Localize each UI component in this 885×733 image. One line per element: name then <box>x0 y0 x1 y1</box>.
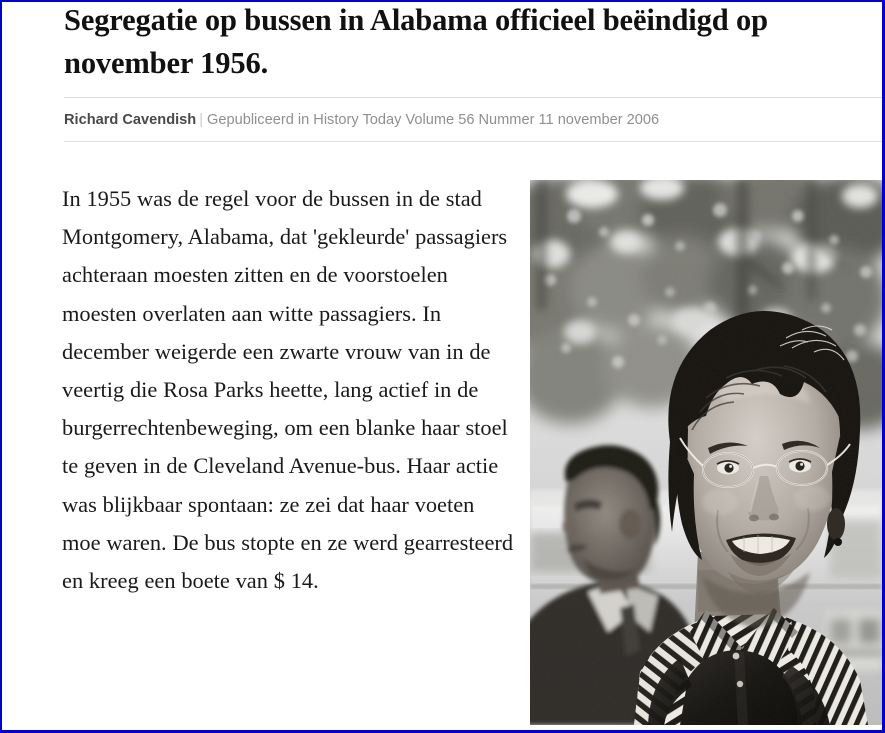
article-page <box>2 0 882 733</box>
author-name[interactable]: Richard Cavendish <box>64 112 197 128</box>
title-line-2: november 1956. <box>64 46 269 80</box>
article-header <box>2 0 882 142</box>
page-title <box>64 0 882 85</box>
title-line-1: Segregatie op bussen in Alabama officieel beëindigd op <box>64 3 768 37</box>
publication-info: Gepubliceerd in History Today Volume 56 Nummer 11 november 2006 <box>207 112 660 128</box>
article-photo <box>530 180 882 725</box>
byline-container <box>64 97 882 142</box>
rosa-parks-photograph <box>530 180 882 725</box>
body-paragraph: In 1955 was de regel voor de bussen in de stad Montgomery, Alabama, dat 'gekleurde' passagiers achteraan moesten zitten en de voorstoelen moesten overlaten aan witte passagiers. In december weigerde een zwarte vrouw van in de veertig die Rosa Parks heette, lang actief in de burgerrechtenbeweging, om een blanke haar stoel te geven in de Cleveland Avenue-bus. Haar actie was blijkbaar spontaan: ze zei dat haar voeten moe waren. De bus stopte en ze werd gearresteerd en kreeg een boete van $ 14. <box>62 186 514 594</box>
byline <box>64 111 882 129</box>
article-body <box>2 180 882 600</box>
byline-separator: | <box>199 112 203 128</box>
